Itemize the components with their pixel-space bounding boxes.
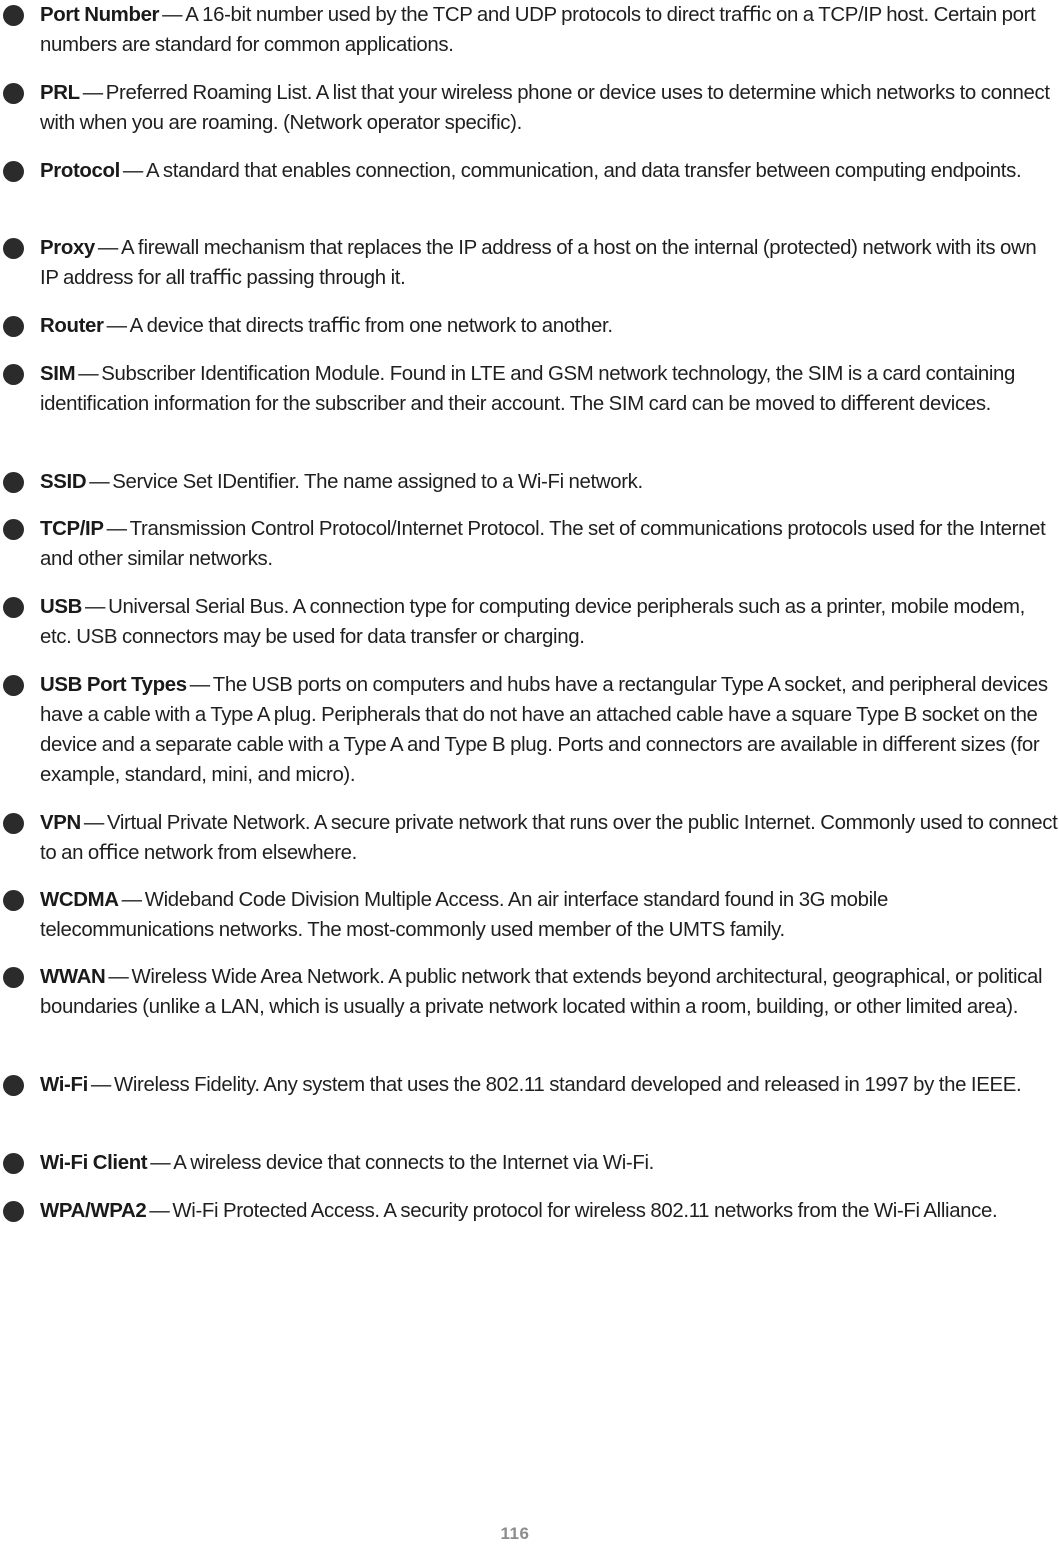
entry-definition: Preferred Roaming List. A list that your wireless phone or device uses to determine which networks to connect with when you are roaming. (Network operator speciﬁc). — [40, 82, 1050, 134]
entry-separator: — — [90, 1074, 111, 1096]
entry-term: USB Port Types — [40, 674, 187, 696]
entry-term: USB — [40, 596, 83, 618]
entry-separator: — — [162, 4, 183, 26]
bullet-icon — [3, 161, 24, 182]
entry-text — [40, 467, 1059, 497]
entry-term: Proxy — [40, 237, 95, 259]
entry-text — [40, 962, 1059, 1022]
entry-text — [40, 78, 1059, 138]
entry-definition: Virtual Private Network. A secure private network that runs over the public Internet. Commonly used to connect to an oﬃce network from elsewhere. — [40, 812, 1058, 864]
entry-definition: Wireless Wide Area Network. A public network that extends beyond architectural, geographical, or political boundaries (unlike a LAN, which is usually a private network located within a room, building, or other limited area). — [40, 966, 1043, 1018]
entry-separator: — — [106, 518, 127, 540]
entry-term: SSID — [40, 471, 87, 493]
bullet-icon — [3, 597, 24, 618]
entry-definition: A ﬁrewall mechanism that replaces the IP address of a host on the internal (protected) network with its own IP address for all traﬃc passing through it. — [40, 237, 1037, 289]
entry-text — [40, 670, 1059, 790]
bullet-icon — [3, 890, 24, 911]
entry-term: Wi-Fi Client — [40, 1152, 148, 1174]
entry-separator: — — [83, 812, 104, 834]
entry-text — [40, 311, 1059, 341]
entry-term: Protocol — [40, 160, 120, 182]
page-number: 116 — [500, 1524, 530, 1543]
entry-separator: — — [78, 363, 99, 385]
entry-definition: The USB ports on computers and hubs have a rectangular Type A socket, and peripheral devices have a cable with a Type A plug. Peripherals that do not have an attached cable have a square Type B socket on the device and a separate cable with a Type A and Type B plug. Ports and connectors are available in diﬀerent sizes (for example, standard, mini, and micro). — [40, 674, 1048, 786]
entry-term: PRL — [40, 82, 80, 104]
entry-text — [40, 885, 1059, 945]
entry-term: Port Number — [40, 4, 160, 26]
entry-term: WPA/WPA2 — [40, 1200, 147, 1222]
entry-definition: A device that directs traﬃc from one network to another. — [129, 315, 613, 337]
entry-text — [40, 156, 1059, 186]
entry-text — [40, 1148, 1059, 1178]
bullet-icon — [3, 1153, 24, 1174]
entry-separator: — — [189, 674, 210, 696]
entry-text — [40, 359, 1059, 419]
bullet-icon — [3, 967, 24, 988]
entry-term: Wi-Fi — [40, 1074, 88, 1096]
entry-separator: — — [106, 315, 127, 337]
bullet-icon — [3, 83, 24, 104]
entry-text — [40, 0, 1059, 60]
entry-term: WCDMA — [40, 889, 119, 911]
bullet-icon — [3, 813, 24, 834]
bullet-icon — [3, 316, 24, 337]
bullet-icon — [3, 238, 24, 259]
entry-definition: Wideband Code Division Multiple Access. An air interface standard found in 3G mobile telecommunications networks. The most-commonly used member of the UMTS family. — [40, 889, 888, 941]
entry-separator: — — [149, 1200, 170, 1222]
entry-separator: — — [108, 966, 129, 988]
bullet-icon — [3, 5, 24, 26]
entry-definition: Service Set IDentiﬁer. The name assigned to a Wi-Fi network. — [112, 471, 643, 493]
entry-definition: Wireless Fidelity. Any system that uses the 802.11 standard developed and released in 1997 by the IEEE. — [113, 1074, 1022, 1096]
entry-term: TCP/IP — [40, 518, 104, 540]
entry-definition: A 16-bit number used by the TCP and UDP protocols to direct traﬃc on a TCP/IP host. Certain port numbers are standard for common applications. — [40, 4, 1036, 56]
entry-separator: — — [122, 160, 143, 182]
entry-text — [40, 1070, 1059, 1100]
entry-definition: A standard that enables connection, communication, and data transfer between computing endpoints. — [145, 160, 1022, 182]
entry-term: SIM — [40, 363, 76, 385]
entry-definition: Transmission Control Protocol/Internet Protocol. The set of communications protocols used for the Internet and other similar networks. — [40, 518, 1046, 570]
entry-separator: — — [85, 596, 106, 618]
entry-text — [40, 592, 1059, 652]
entry-text — [40, 233, 1059, 293]
entry-separator: — — [121, 889, 142, 911]
bullet-icon — [3, 519, 24, 540]
bullet-icon — [3, 472, 24, 493]
entry-separator: — — [82, 82, 103, 104]
entry-term: Router — [40, 315, 104, 337]
entry-definition: A wireless device that connects to the Internet via Wi-Fi. — [173, 1152, 654, 1174]
entry-definition: Wi-Fi Protected Access. A security protocol for wireless 802.11 networks from the Wi-Fi Alliance. — [172, 1200, 998, 1222]
entry-text — [40, 1196, 1059, 1226]
entry-text — [40, 514, 1059, 574]
bullet-icon — [3, 675, 24, 696]
entry-term: VPN — [40, 812, 81, 834]
entry-separator: — — [150, 1152, 171, 1174]
entry-term: WWAN — [40, 966, 106, 988]
entry-definition: Universal Serial Bus. A connection type for computing device peripherals such as a printer, mobile modem, etc. USB connectors may be used for data transfer or charging. — [40, 596, 1025, 648]
entry-text — [40, 808, 1059, 868]
entry-definition: Subscriber Identiﬁcation Module. Found in LTE and GSM network technology, the SIM is a card containing identiﬁcation information for the subscriber and their account. The SIM card can be moved to diﬀerent devices. — [40, 363, 1016, 415]
bullet-icon — [3, 1201, 24, 1222]
entry-separator: — — [97, 237, 118, 259]
bullet-icon — [3, 1075, 24, 1096]
entry-separator: — — [89, 471, 110, 493]
bullet-icon — [3, 364, 24, 385]
